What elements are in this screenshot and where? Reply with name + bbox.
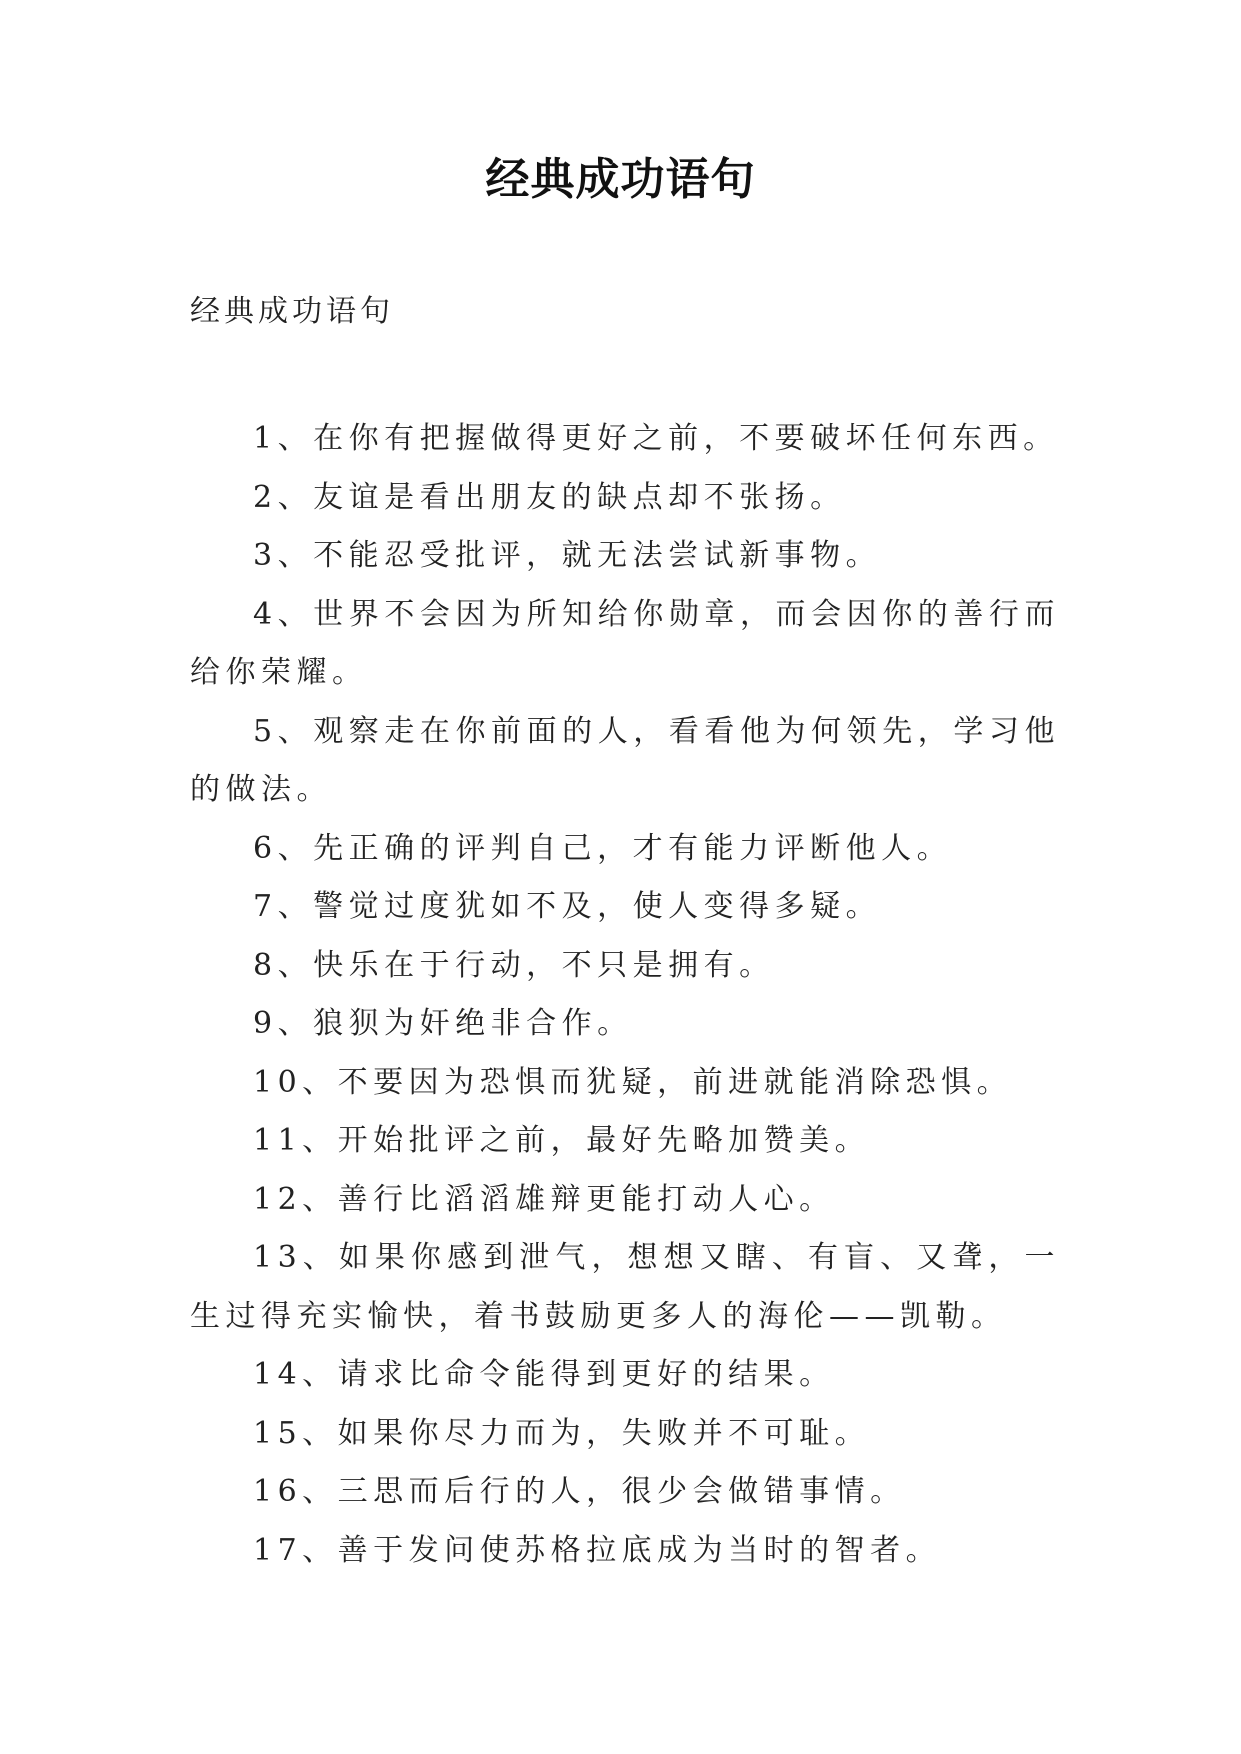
paragraph: 16、三思而后行的人，很少会做错事情。	[253, 1474, 906, 1509]
paragraph: 11、开始批评之前，最好先略加赞美。	[253, 1123, 871, 1158]
document-body	[190, 410, 1060, 1580]
document-subtitle: 经典成功语句	[190, 294, 394, 329]
paragraph: 1、在你有把握做得更好之前，不要破坏任何东西。	[253, 421, 1059, 456]
paragraph: 2、友谊是看出朋友的缺点却不张扬。	[253, 479, 846, 515]
paragraph: 6、先正确的评判自己，才有能力评断他人。	[253, 830, 953, 866]
paragraph: 10、不要因为恐惧而犹疑，前进就能消除恐惧。	[253, 1064, 1013, 1100]
paragraph: 15、如果你尽力而为，失败并不可耻。	[253, 1415, 871, 1451]
paragraph: 7、警觉过度犹如不及，使人变得多疑。	[253, 889, 882, 924]
paragraph: 4、世界不会因为所知给你勋章，而会因你的善行而给你荣耀。	[190, 596, 1060, 690]
paragraph: 3、不能忍受批评，就无法尝试新事物。	[253, 538, 882, 573]
paragraph: 12、善行比滔滔雄辩更能打动人心。	[253, 1181, 835, 1217]
paragraph: 5、观察走在你前面的人，看看他为何领先，学习他的做法。	[190, 713, 1060, 807]
paragraph: 17、善于发问使苏格拉底成为当时的智者。	[253, 1532, 942, 1568]
paragraph: 13、如果你感到泄气，想想又瞎、有盲、又聋，一生过得充实愉快，着书鼓励更多人的海伦——凯勒。	[190, 1240, 1060, 1334]
paragraph: 9、狼狈为奸绝非合作。	[253, 1006, 633, 1041]
document-title: 经典成功语句	[485, 154, 756, 205]
paragraph: 8、快乐在于行动，不只是拥有。	[253, 947, 775, 983]
paragraph: 14、请求比命令能得到更好的结果。	[253, 1357, 835, 1392]
